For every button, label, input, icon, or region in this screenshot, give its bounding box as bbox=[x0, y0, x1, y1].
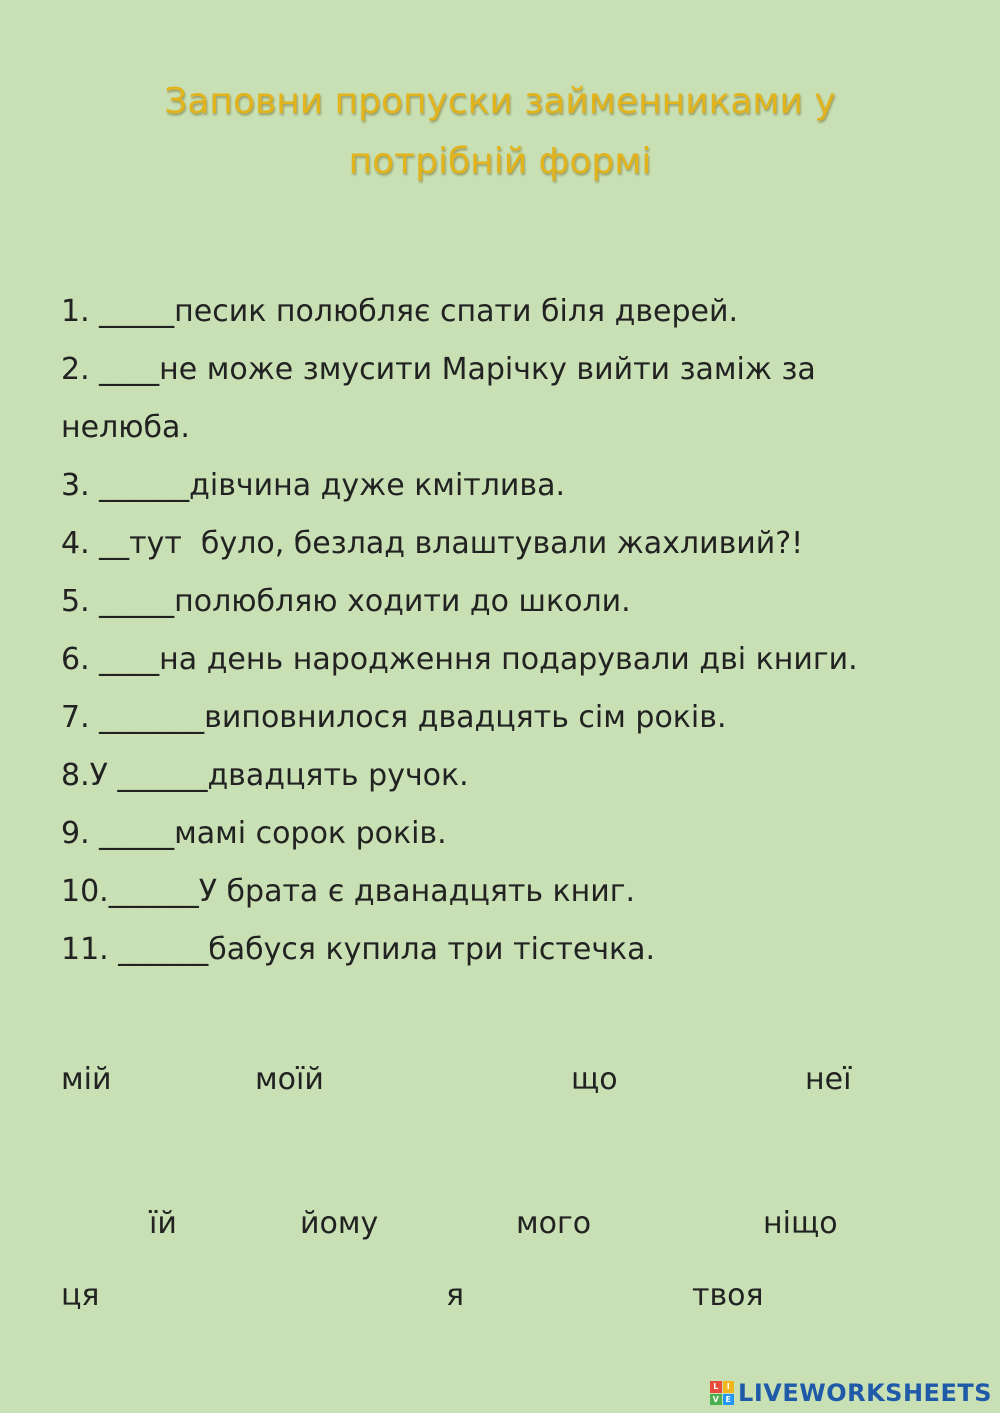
exercise-1: 1. _____песик полюбляє спати біля дверей. bbox=[61, 294, 739, 329]
exercise-6: 6. ____на день народження подарували дві книги. bbox=[61, 642, 858, 677]
brand-name: LIVEWORKSHEETS bbox=[738, 1379, 992, 1407]
live-badge-icon bbox=[710, 1381, 734, 1405]
liveworksheets-logo[interactable] bbox=[710, 1379, 992, 1407]
word-bank-item[interactable]: я bbox=[446, 1278, 465, 1313]
exercise-9: 9. _____мамі сорок років. bbox=[61, 816, 447, 851]
word-bank-item[interactable]: моїй bbox=[255, 1062, 324, 1097]
worksheet-title-line-1: Заповни пропуски займенниками у bbox=[164, 81, 836, 122]
exercise-2-continued: нелюба. bbox=[61, 410, 190, 445]
exercise-5: 5. _____полюбляю ходити до школи. bbox=[61, 584, 631, 619]
exercise-8: 8.У ______двадцять ручок. bbox=[61, 758, 469, 793]
word-bank-item[interactable]: мій bbox=[61, 1062, 112, 1097]
exercise-10: 10.______У брата є дванадцять книг. bbox=[61, 874, 636, 909]
logo-letter: V bbox=[710, 1394, 722, 1406]
exercise-3: 3. ______дівчина дуже кмітлива. bbox=[61, 468, 566, 503]
logo-letter: I bbox=[723, 1381, 735, 1393]
exercise-2: 2. ____не може змусити Марічку вийти заміж за bbox=[61, 352, 816, 387]
exercise-7: 7. _______виповнилося двадцять сім років. bbox=[61, 700, 727, 735]
word-bank-item[interactable]: мого bbox=[516, 1206, 592, 1241]
word-bank-item[interactable]: що bbox=[571, 1062, 618, 1097]
word-bank-item[interactable]: їй bbox=[149, 1206, 177, 1241]
word-bank-item[interactable]: ніщо bbox=[763, 1206, 838, 1241]
exercise-4: 4. __тут було, безлад влаштували жахливий?! bbox=[61, 526, 804, 561]
word-bank-item[interactable]: йому bbox=[300, 1206, 379, 1241]
word-bank-item[interactable]: неї bbox=[805, 1062, 852, 1097]
word-bank-item[interactable]: ця bbox=[61, 1278, 100, 1313]
exercise-11: 11. ______бабуся купила три тістечка. bbox=[61, 932, 656, 967]
worksheet-title-line-2: потрібній формі bbox=[348, 141, 652, 182]
logo-letter: E bbox=[723, 1394, 735, 1406]
word-bank-item[interactable]: твоя bbox=[692, 1278, 764, 1313]
logo-letter: L bbox=[710, 1381, 722, 1393]
